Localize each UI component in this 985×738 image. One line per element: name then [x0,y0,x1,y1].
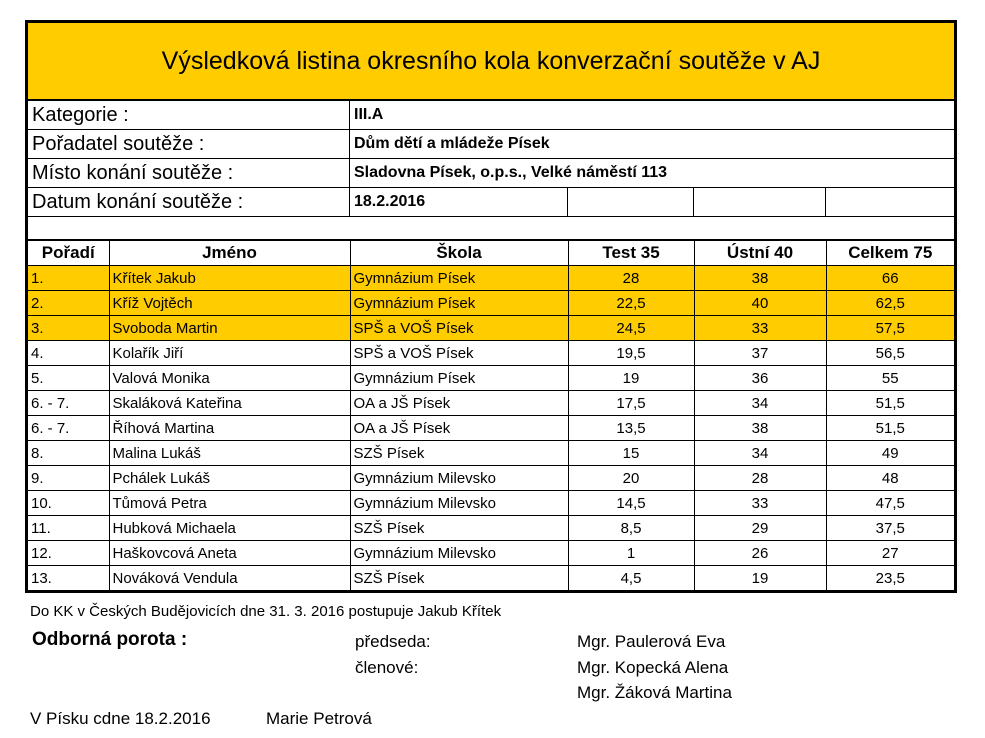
cell-school: SPŠ a VOŠ Písek [350,316,568,341]
cell-oral: 33 [694,316,826,341]
cell-school: SZŠ Písek [350,566,568,591]
members-label: členové: [355,658,419,677]
date-row [28,188,954,217]
empty-cell [568,188,694,216]
table-row [28,266,954,291]
category-label: Kategorie : [28,101,350,129]
cell-total: 27 [826,541,954,566]
cell-oral: 37 [694,341,826,366]
cell-total: 49 [826,441,954,466]
jury-title: Odborná porota : [32,629,188,650]
cell-test: 28 [568,266,694,291]
cell-test: 17,5 [568,391,694,416]
cell-name: Tůmová Petra [109,491,350,516]
results-table [28,240,954,590]
document-title: Výsledková listina okresního kola konverzační soutěže v AJ [28,23,954,101]
cell-total: 47,5 [826,491,954,516]
cell-total: 51,5 [826,391,954,416]
cell-name: Haškovcová Aneta [109,541,350,566]
table-row [28,416,954,441]
cell-name: Kolařík Jiří [109,341,350,366]
table-row [28,291,954,316]
table-row [28,366,954,391]
table-row [28,566,954,591]
signature-name: Marie Petrová [266,709,372,728]
venue-label: Místo konání soutěže : [28,159,350,187]
cell-test: 19 [568,366,694,391]
cell-rank: 5. [28,366,109,391]
header-school: Škola [350,241,568,266]
empty-cell [826,188,954,216]
cell-name: Valová Monika [109,366,350,391]
cell-rank: 1. [28,266,109,291]
cell-oral: 34 [694,391,826,416]
cell-rank: 2. [28,291,109,316]
header-oral: Ústní 40 [694,241,826,266]
cell-test: 15 [568,441,694,466]
chair-label: předseda: [355,632,431,651]
member-1: Mgr. Kopecká Alena [577,658,729,677]
table-header-row [28,241,954,266]
table-row [28,466,954,491]
cell-test: 8,5 [568,516,694,541]
cell-school: SPŠ a VOŠ Písek [350,341,568,366]
cell-name: Pchálek Lukáš [109,466,350,491]
empty-cell [694,188,826,216]
cell-name: Hubková Michaela [109,516,350,541]
organizer-value: Dům dětí a mládeže Písek [354,135,550,152]
cell-test: 4,5 [568,566,694,591]
header-total: Celkem 75 [826,241,954,266]
cell-rank: 6. - 7. [28,391,109,416]
cell-test: 1 [568,541,694,566]
cell-rank: 13. [28,566,109,591]
cell-name: Svoboda Martin [109,316,350,341]
cell-school: Gymnázium Milevsko [350,466,568,491]
cell-total: 37,5 [826,516,954,541]
table-row [28,341,954,366]
venue-row [28,159,954,188]
cell-oral: 29 [694,516,826,541]
cell-school: Gymnázium Milevsko [350,491,568,516]
cell-oral: 34 [694,441,826,466]
cell-test: 19,5 [568,341,694,366]
organizer-label: Pořadatel soutěže : [28,130,350,158]
cell-test: 22,5 [568,291,694,316]
table-row [28,491,954,516]
cell-oral: 38 [694,416,826,441]
cell-rank: 11. [28,516,109,541]
cell-total: 23,5 [826,566,954,591]
results-sheet [25,20,957,593]
cell-rank: 8. [28,441,109,466]
cell-rank: 10. [28,491,109,516]
cell-total: 56,5 [826,341,954,366]
table-row [28,516,954,541]
cell-rank: 3. [28,316,109,341]
cell-rank: 9. [28,466,109,491]
cell-rank: 12. [28,541,109,566]
date-value: 18.2.2016 [350,188,568,216]
category-value: III.A [354,106,384,123]
cell-name: Křítek Jakub [109,266,350,291]
table-row [28,316,954,341]
cell-total: 62,5 [826,291,954,316]
cell-oral: 38 [694,266,826,291]
cell-rank: 6. - 7. [28,416,109,441]
cell-name: Nováková Vendula [109,566,350,591]
cell-school: OA a JŠ Písek [350,391,568,416]
category-row [28,101,954,130]
cell-total: 51,5 [826,416,954,441]
header-name: Jméno [109,241,350,266]
cell-oral: 28 [694,466,826,491]
place-date: V Písku сdne 18.2.2016 [30,709,211,728]
cell-rank: 4. [28,341,109,366]
cell-oral: 40 [694,291,826,316]
spacer-row [28,217,954,240]
table-row [28,541,954,566]
cell-oral: 36 [694,366,826,391]
advance-note: Do KK v Českých Budějovicích dne 31. 3. 2016 postupuje Jakub Křítek [30,603,502,620]
cell-test: 20 [568,466,694,491]
cell-test: 13,5 [568,416,694,441]
cell-total: 57,5 [826,316,954,341]
cell-name: Kříž Vojtěch [109,291,350,316]
venue-value: Sladovna Písek, o.p.s., Velké náměstí 113 [354,164,668,181]
header-rank: Pořadí [28,241,109,266]
header-test: Test 35 [568,241,694,266]
cell-school: Gymnázium Písek [350,366,568,391]
cell-name: Skaláková Kateřina [109,391,350,416]
member-2: Mgr. Žáková Martina [577,683,732,702]
cell-school: SZŠ Písek [350,441,568,466]
table-row [28,391,954,416]
chair-name: Mgr. Paulerová Eva [577,632,726,651]
cell-total: 66 [826,266,954,291]
cell-name: Malina Lukáš [109,441,350,466]
organizer-row [28,130,954,159]
cell-test: 14,5 [568,491,694,516]
cell-total: 48 [826,466,954,491]
cell-school: OA a JŠ Písek [350,416,568,441]
cell-school: Gymnázium Písek [350,266,568,291]
cell-oral: 19 [694,566,826,591]
table-row [28,441,954,466]
cell-oral: 26 [694,541,826,566]
cell-school: Gymnázium Milevsko [350,541,568,566]
date-label: Datum konání soutěže : [28,188,350,216]
cell-school: Gymnázium Písek [350,291,568,316]
cell-oral: 33 [694,491,826,516]
cell-test: 24,5 [568,316,694,341]
cell-name: Říhová Martina [109,416,350,441]
cell-total: 55 [826,366,954,391]
cell-school: SZŠ Písek [350,516,568,541]
